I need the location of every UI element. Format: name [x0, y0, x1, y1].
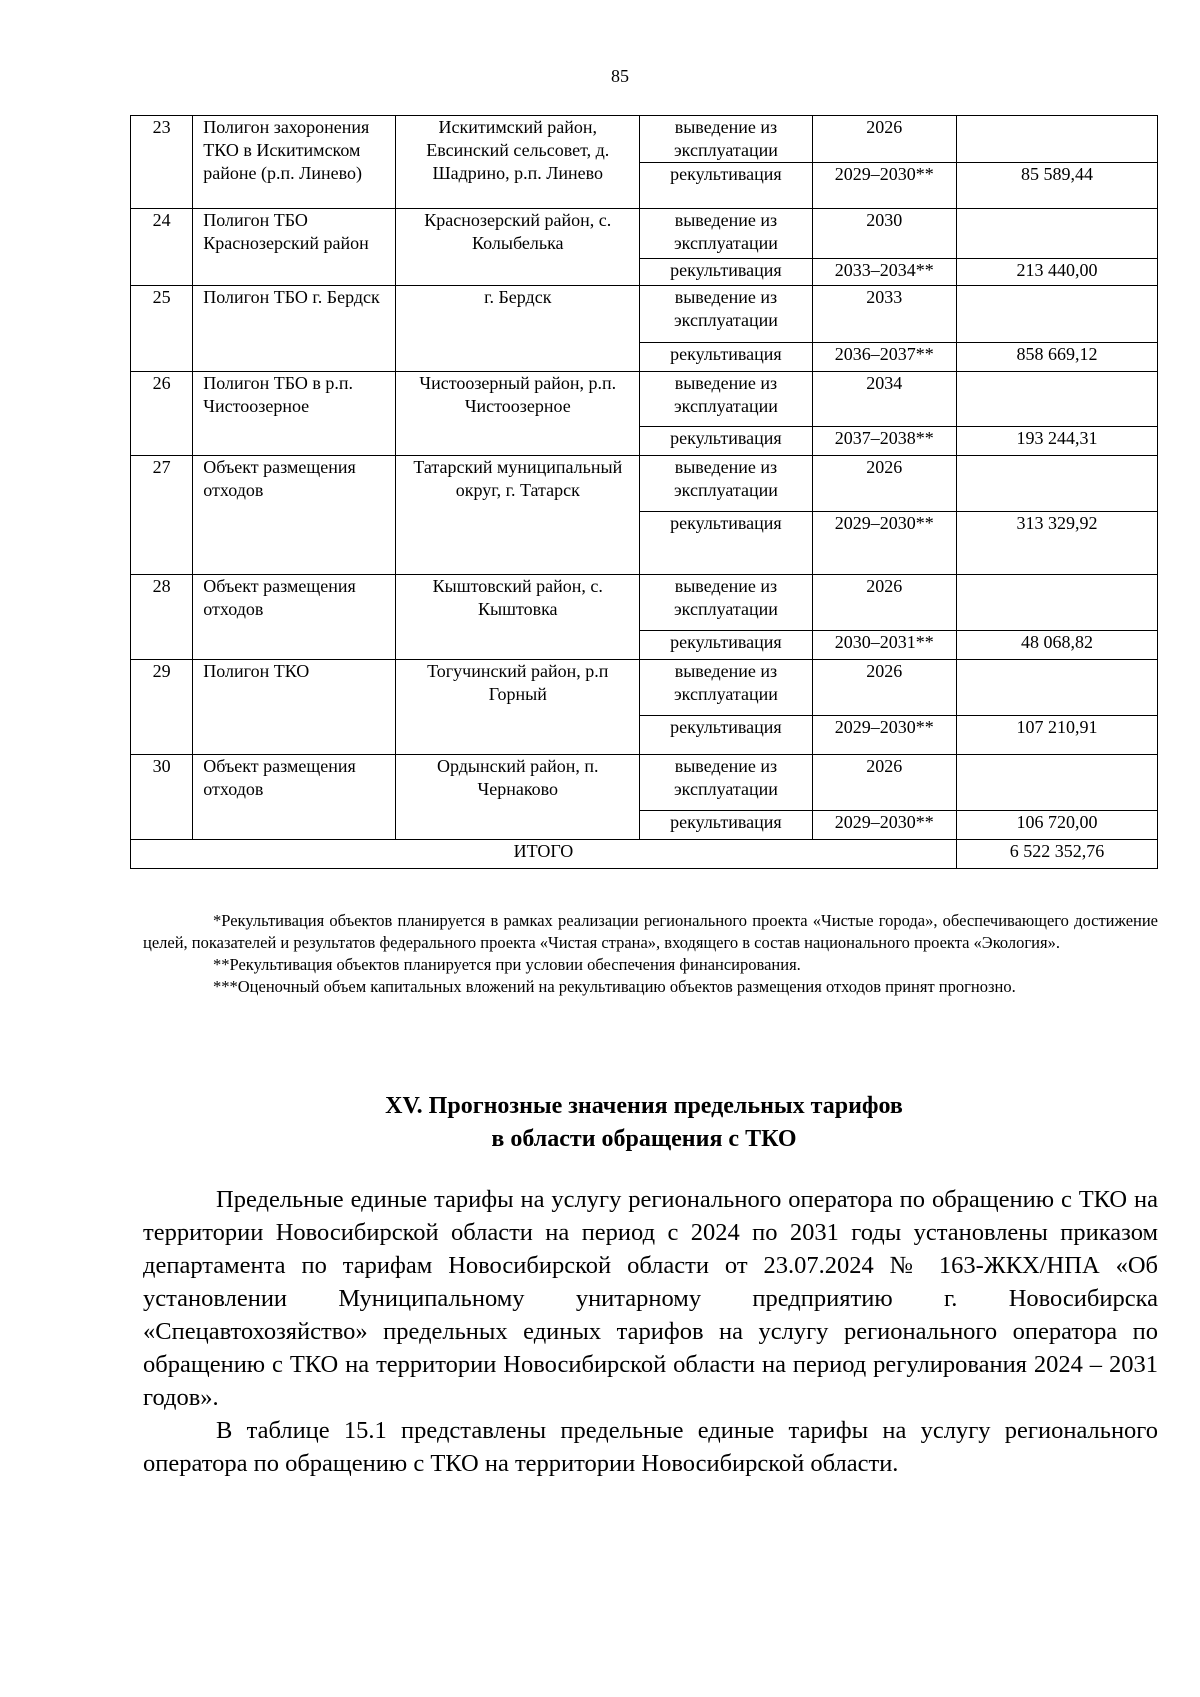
empty-cost-cell	[956, 660, 1157, 716]
object-name: Полигон ТБО г. Бердск	[193, 286, 396, 372]
decommission-year: 2033	[812, 286, 956, 343]
recultivation-label: рекультивация	[640, 512, 813, 575]
recultivation-label: рекультивация	[640, 631, 813, 660]
table-row	[131, 456, 1158, 512]
row-number: 24	[131, 209, 193, 286]
recultivation-label: рекультивация	[640, 811, 813, 840]
decommission-year: 2026	[812, 660, 956, 716]
recultivation-years: 2036–2037**	[812, 343, 956, 372]
footnotes	[143, 910, 1158, 998]
decommission-label: выведение из эксплуатации	[640, 575, 813, 631]
table-row	[131, 286, 1158, 343]
recultivation-label: рекультивация	[640, 259, 813, 286]
total-value: 6 522 352,76	[956, 840, 1157, 869]
empty-cost-cell	[956, 755, 1157, 811]
recultivation-label: рекультивация	[640, 163, 813, 209]
decommission-year: 2034	[812, 372, 956, 427]
decommission-year: 2026	[812, 456, 956, 512]
object-name: Объект размещения отходов	[193, 456, 396, 575]
decommission-label: выведение из эксплуатации	[640, 456, 813, 512]
object-name: Полигон ТБО в р.п. Чистоозерное	[193, 372, 396, 456]
recultivation-label: рекультивация	[640, 427, 813, 456]
object-location: Ордынский район, п. Чернаково	[396, 755, 640, 840]
body-text	[143, 1183, 1158, 1480]
section-title	[130, 1090, 1158, 1156]
recultivation-cost: 106 720,00	[956, 811, 1157, 840]
footnote-3: ***Оценочный объем капитальных вложений на рекультивацию объектов размещения отходов принят прогнозно.	[213, 977, 1016, 996]
recultivation-label: рекультивация	[640, 343, 813, 372]
landfill-table	[130, 115, 1158, 869]
empty-cost-cell	[956, 456, 1157, 512]
object-name: Объект размещения отходов	[193, 575, 396, 660]
recultivation-years: 2029–2030**	[812, 811, 956, 840]
recultivation-years: 2033–2034**	[812, 259, 956, 286]
object-location: Искитимский район, Евсинский сельсовет, д. Шадрино, р.п. Линево	[396, 116, 640, 209]
row-number: 29	[131, 660, 193, 755]
recultivation-cost: 858 669,12	[956, 343, 1157, 372]
row-number: 26	[131, 372, 193, 456]
empty-cost-cell	[956, 575, 1157, 631]
row-number: 25	[131, 286, 193, 372]
decommission-label: выведение из эксплуатации	[640, 286, 813, 343]
row-number: 28	[131, 575, 193, 660]
section-title-line-2: в области обращения с ТКО	[491, 1126, 797, 1152]
footnote-2: **Рекультивация объектов планируется при условии обеспечения финансирования.	[213, 955, 801, 974]
empty-cost-cell	[956, 372, 1157, 427]
object-location: Чистоозерный район, р.п. Чистоозерное	[396, 372, 640, 456]
decommission-label: выведение из эксплуатации	[640, 660, 813, 716]
decommission-year: 2026	[812, 755, 956, 811]
recultivation-cost: 85 589,44	[956, 163, 1157, 209]
recultivation-years: 2037–2038**	[812, 427, 956, 456]
recultivation-years: 2029–2030**	[812, 716, 956, 755]
table-row	[131, 116, 1158, 163]
row-number: 23	[131, 116, 193, 209]
row-number: 30	[131, 755, 193, 840]
empty-cost-cell	[956, 209, 1157, 259]
table-row	[131, 755, 1158, 811]
table-row	[131, 209, 1158, 259]
object-name: Объект размещения отходов	[193, 755, 396, 840]
decommission-label: выведение из эксплуатации	[640, 755, 813, 811]
recultivation-cost: 48 068,82	[956, 631, 1157, 660]
decommission-year: 2026	[812, 575, 956, 631]
object-location: г. Бердск	[396, 286, 640, 372]
total-label: ИТОГО	[131, 840, 957, 869]
object-name: Полигон ТКО	[193, 660, 396, 755]
empty-cost-cell	[956, 116, 1157, 163]
row-number: 27	[131, 456, 193, 575]
decommission-label: выведение из эксплуатации	[640, 372, 813, 427]
decommission-label: выведение из эксплуатации	[640, 209, 813, 259]
decommission-year: 2026	[812, 116, 956, 163]
section-title-line-1: XV. Прогнозные значения предельных тарифов	[385, 1093, 903, 1119]
footnote-1: *Рекультивация объектов планируется в рамках реализации регионального проекта «Чистые города», обеспечивающего достижение целей, показателей и результатов федерального проекта «Чистая страна», входящего в состав национального проекта «Экология».	[143, 911, 1158, 952]
object-location: Тогучинский район, р.п Горный	[396, 660, 640, 755]
recultivation-label: рекультивация	[640, 716, 813, 755]
object-location: Кыштовский район, с. Кыштовка	[396, 575, 640, 660]
recultivation-cost: 193 244,31	[956, 427, 1157, 456]
recultivation-years: 2029–2030**	[812, 163, 956, 209]
page-number: 85	[611, 66, 629, 86]
object-name: Полигон захоронения ТКО в Искитимском районе (р.п. Линево)	[193, 116, 396, 209]
table-row	[131, 660, 1158, 716]
object-location: Татарский муниципальный округ, г. Татарск	[396, 456, 640, 575]
object-name: Полигон ТБО Краснозерский район	[193, 209, 396, 286]
table-row	[131, 372, 1158, 427]
total-row	[131, 840, 1158, 869]
decommission-label: выведение из эксплуатации	[640, 116, 813, 163]
recultivation-years: 2030–2031**	[812, 631, 956, 660]
recultivation-years: 2029–2030**	[812, 512, 956, 575]
table-row	[131, 575, 1158, 631]
decommission-year: 2030	[812, 209, 956, 259]
recultivation-cost: 107 210,91	[956, 716, 1157, 755]
recultivation-cost: 213 440,00	[956, 259, 1157, 286]
paragraph-2: В таблице 15.1 представлены предельные единые тарифы на услугу регионального оператора по обращению с ТКО на территории Новосибирской области.	[143, 1417, 1158, 1477]
paragraph-1: Предельные единые тарифы на услугу регионального оператора по обращению с ТКО на территории Новосибирской области на период с 2024 по 2031 годы установлены приказом департамента по тарифам Новосибирской области от 23.07.2024 № 163-ЖКХ/НПА «Об установлении Муниципальному унитарному предприятию г. Новосибирска «Спецавтохозяйство» предельных единых тарифов на услугу регионального оператора по обращению с ТКО на территории Новосибирской области на период регулирования 2024 – 2031 годов».	[143, 1186, 1158, 1411]
empty-cost-cell	[956, 286, 1157, 343]
recultivation-cost: 313 329,92	[956, 512, 1157, 575]
object-location: Краснозерский район, с. Колыбелька	[396, 209, 640, 286]
